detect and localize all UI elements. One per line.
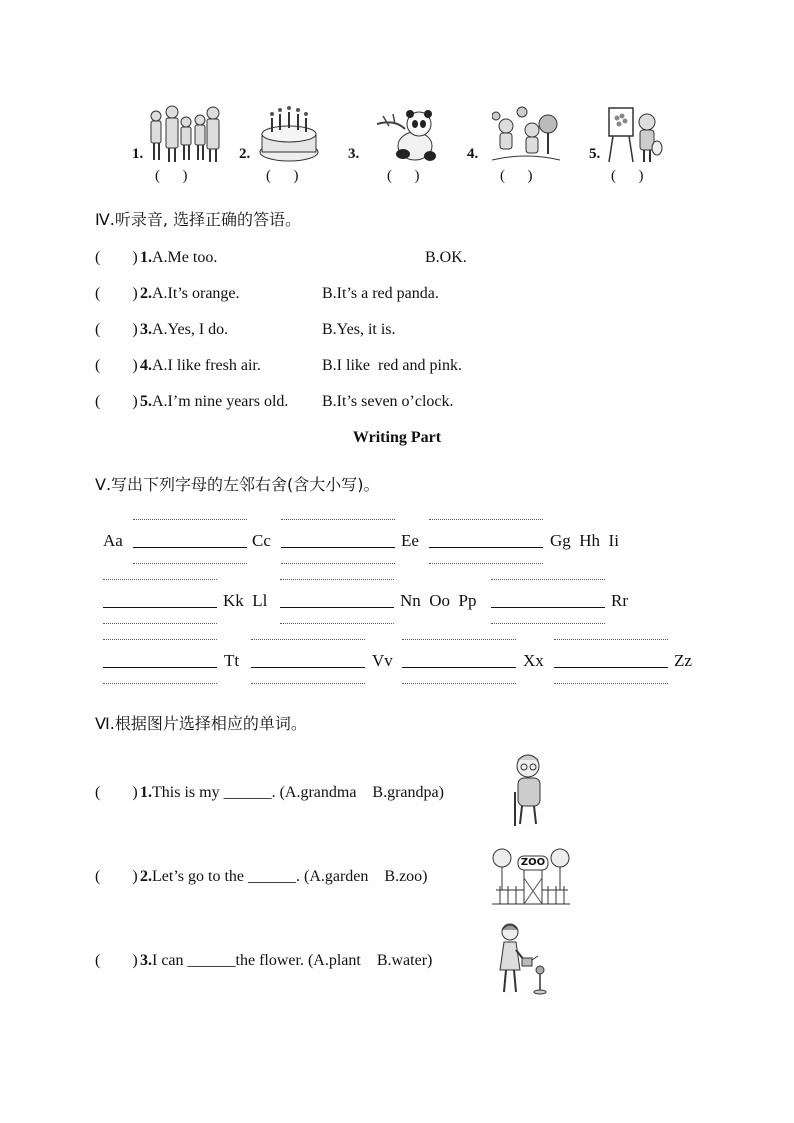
section-4-title: Ⅳ.听录音, 选择正确的答语。	[95, 210, 302, 229]
question-number: 3.	[140, 952, 152, 969]
picture-number-5: 5.	[589, 146, 601, 162]
section-4-question-4	[95, 357, 695, 379]
question-number: 1.	[140, 249, 152, 266]
letter-blank[interactable]	[554, 639, 668, 685]
option-b: B.I like red and pink.	[322, 357, 462, 374]
answer-paren[interactable]: ( )	[95, 285, 138, 302]
question-number: 3.	[140, 321, 152, 338]
option-a: A.I like fresh air.	[152, 357, 261, 374]
children-planting-picture	[492, 104, 560, 166]
letter-blank[interactable]	[491, 579, 605, 625]
letter-blank[interactable]	[402, 639, 516, 685]
section-4-question-1	[95, 249, 695, 271]
letter-pair: Vv	[372, 651, 393, 670]
letter-pair: Rr	[611, 591, 628, 610]
question-text: This is my ______. (A.grandma B.grandpa)	[152, 784, 444, 801]
section-4-question-2	[95, 285, 695, 307]
answer-paren[interactable]: ( )	[95, 868, 138, 885]
writing-part-title: Writing Part	[352, 429, 442, 446]
panda-picture	[375, 104, 437, 166]
grandma-picture	[506, 752, 550, 828]
option-a: A.Yes, I do.	[152, 321, 229, 338]
question-text: Let’s go to the ______. (A.garden B.zoo)	[152, 868, 428, 885]
letter-pair: Cc	[252, 531, 271, 550]
letter-pair: Nn Oo Pp	[400, 591, 477, 610]
family-picture	[146, 104, 222, 166]
answer-paren-2[interactable]: ( )	[266, 168, 299, 184]
letter-pair: Aa	[103, 531, 123, 550]
question-number: 2.	[140, 285, 152, 302]
section-4-question-3	[95, 321, 695, 343]
answer-paren[interactable]: ( )	[95, 784, 138, 801]
option-b: B.It’s seven o’clock.	[322, 393, 454, 410]
answer-paren-3[interactable]: ( )	[387, 168, 420, 184]
letter-blank[interactable]	[133, 519, 247, 565]
letter-blank[interactable]	[103, 639, 217, 685]
picture-number-1: 1.	[132, 146, 144, 162]
section-4-question-5	[95, 393, 695, 415]
letter-blank[interactable]	[103, 579, 217, 625]
option-b: B.OK.	[425, 249, 467, 266]
birthday-cake-picture	[258, 104, 320, 166]
answer-paren[interactable]: ( )	[95, 393, 138, 410]
picture-number-4: 4.	[467, 146, 479, 162]
option-a: A.I’m nine years old.	[152, 393, 289, 410]
letter-pair: Gg Hh Ii	[550, 531, 619, 550]
question-text: I can ______the flower. (A.plant B.water)	[152, 952, 433, 969]
option-b: B.It’s a red panda.	[322, 285, 439, 302]
answer-paren-5[interactable]: ( )	[611, 168, 644, 184]
section-5-title: Ⅴ.写出下列字母的左邻右舍(含大小写)。	[95, 475, 380, 494]
answer-paren-1[interactable]: ( )	[155, 168, 188, 184]
picture-number-3: 3.	[348, 146, 360, 162]
letter-pair: Zz	[674, 651, 692, 670]
option-b: B.Yes, it is.	[322, 321, 396, 338]
zoo-gate-picture	[490, 842, 572, 908]
letter-pair: Xx	[523, 651, 544, 670]
picture-number-2: 2.	[239, 146, 251, 162]
letter-pair: Tt	[224, 651, 240, 670]
letter-pair: Ee	[401, 531, 419, 550]
letter-blank[interactable]	[251, 639, 365, 685]
answer-paren[interactable]: ( )	[95, 952, 138, 969]
section-6-title: Ⅵ.根据图片选择相应的单词。	[95, 714, 307, 733]
answer-paren-4[interactable]: ( )	[500, 168, 533, 184]
zoo-sign-text: ZOO	[520, 857, 546, 868]
question-number: 2.	[140, 868, 152, 885]
answer-paren[interactable]: ( )	[95, 249, 138, 266]
girl-watering-flower-picture	[494, 920, 550, 998]
letter-blank[interactable]	[429, 519, 543, 565]
option-a: A.Me too.	[152, 249, 218, 266]
girl-painting-picture	[607, 104, 663, 166]
option-a: A.It’s orange.	[152, 285, 240, 302]
answer-paren[interactable]: ( )	[95, 321, 138, 338]
letter-blank[interactable]	[280, 579, 394, 625]
question-number: 5.	[140, 393, 152, 410]
answer-paren[interactable]: ( )	[95, 357, 138, 374]
letter-blank[interactable]	[281, 519, 395, 565]
letter-pair: Kk Ll	[223, 591, 268, 610]
question-number: 4.	[140, 357, 152, 374]
question-number: 1.	[140, 784, 152, 801]
